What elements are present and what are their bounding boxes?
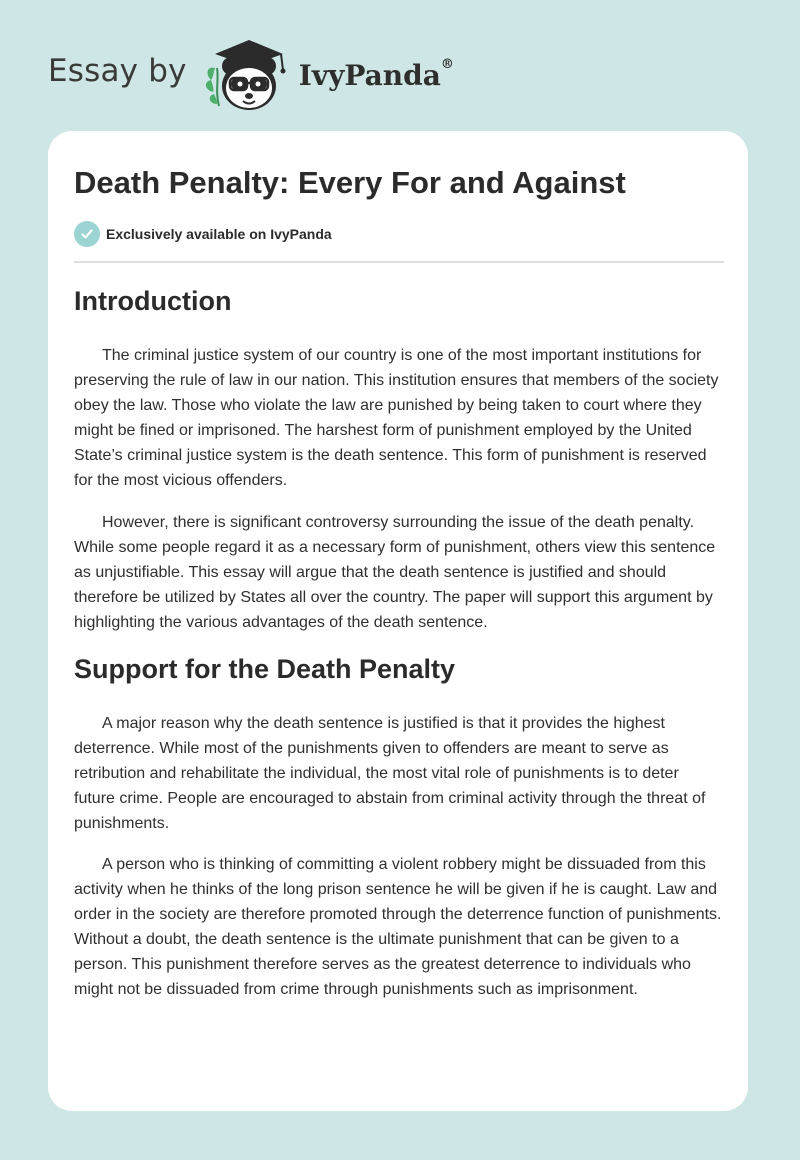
- section-heading-introduction: Introduction: [74, 286, 232, 316]
- paragraph: A major reason why the death sentence is justified is that it provides the highest deterrence. While most of the punishments given to offenders are meant to serve as retribution and rehabilitate the individual, the most vital role of punishments is to deter future crime. People are encouraged to abstain from criminal activity through the threat of punishments.: [74, 715, 706, 832]
- exclusive-badge: [74, 221, 332, 247]
- paragraph: A person who is thinking of committing a violent robbery might be dissuaded from this activity when he thinks of the long prison sentence he will be given if he is caught. Law and order in the society are therefore promoted through the deterrence function of punishments. Without a doubt, the death sentence is the ultimate punishment that can be given to a person. This punishment therefore serves as the greatest deterrence to individuals who might not be dissuaded from crime through punishments such as imprisonment.: [74, 856, 722, 998]
- check-circle-icon: [74, 221, 100, 247]
- brand-name-text: IvyPanda: [298, 58, 441, 92]
- exclusive-badge-text: Exclusively available on IvyPanda: [106, 226, 332, 242]
- site-header: [48, 34, 454, 114]
- divider: [74, 261, 724, 263]
- paragraph: However, there is significant controversy surrounding the issue of the death penalty. While some people regard it as a necessary form of punishment, others view this sentence as unjustifiable. This essay will argue that the death sentence is justified and should therefore be utilized by States all over the country. The paper will support this argument by highlighting the various advantages of the death sentence.: [74, 514, 716, 631]
- page-title: Death Penalty: Every For and Against: [74, 165, 626, 200]
- paragraph: The criminal justice system of our country is one of the most important institutions for preserving the rule of law in our nation. This institution ensures that members of the society obey the law. Those who violate the law are punished by being taken to court where they might be fined or imprisoned. The harshest form of punishment employed by the United State’s criminal justice system is the death sentence. This form of punishment is reserved for the most vicious offenders.: [74, 347, 719, 489]
- brand-name[interactable]: [298, 56, 454, 92]
- section-heading-support: Support for the Death Penalty: [74, 654, 456, 684]
- essay-by-label: Essay by: [48, 53, 187, 89]
- panda-graduate-icon[interactable]: [201, 34, 297, 114]
- registered-mark: ®: [440, 56, 454, 72]
- article-card: [48, 131, 748, 1111]
